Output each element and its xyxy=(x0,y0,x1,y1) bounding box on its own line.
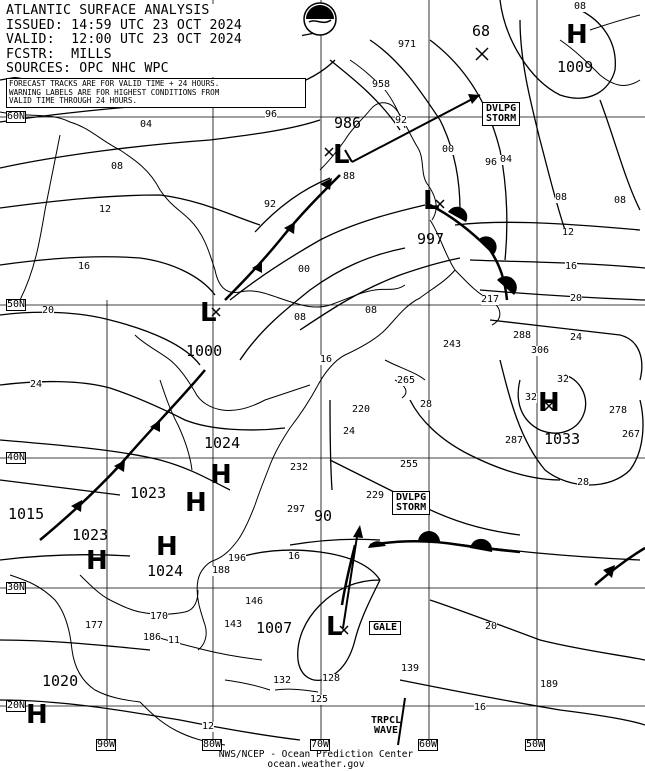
warning-label: DVLPG STORM xyxy=(482,102,520,126)
header-block xyxy=(6,4,302,77)
isobar-label: 08 xyxy=(555,192,568,203)
isobar-label: 16 xyxy=(78,261,91,272)
high-pressure: 1020 xyxy=(42,672,79,690)
station-value: 958 xyxy=(372,79,391,90)
lat-label: 60N xyxy=(7,111,26,122)
warning-label: GALE xyxy=(369,621,401,635)
lat-label: 20N xyxy=(7,700,26,711)
high-center: H xyxy=(156,532,178,562)
other-pressure: 1015 xyxy=(8,505,45,523)
low-center: L xyxy=(326,612,343,642)
high-center: H xyxy=(210,460,232,490)
station-value: 189 xyxy=(540,679,559,690)
station-value: 255 xyxy=(400,459,419,470)
high-pressure: 1023 xyxy=(130,484,167,502)
low-pressure: 997 xyxy=(417,230,445,248)
high-pressure: 1033 xyxy=(544,430,581,448)
station-value: 177 xyxy=(85,620,104,631)
low-center: L xyxy=(333,140,350,170)
low-center: L xyxy=(200,298,217,328)
station-value: 971 xyxy=(398,39,417,50)
lon-label: 70W xyxy=(311,739,330,750)
isobar-label: 08 xyxy=(294,312,307,323)
station-value: 265 xyxy=(397,375,416,386)
isobar-label: 32 xyxy=(557,374,570,385)
isobar-label: 16 xyxy=(288,551,301,562)
station-value: 11 xyxy=(168,635,181,646)
station-value: 229 xyxy=(366,490,385,501)
lat-label: 30N xyxy=(7,582,26,593)
high-pressure: 1024 xyxy=(147,562,184,580)
station-value: 267 xyxy=(622,429,641,440)
high-center: H xyxy=(26,700,48,730)
isobar-label: 96 xyxy=(265,109,278,120)
station-value: 92 xyxy=(395,115,408,126)
other-pressure: 90 xyxy=(314,507,333,525)
lon-label: 90W xyxy=(97,739,116,750)
high-center: H xyxy=(185,488,207,518)
high-pressure: 1009 xyxy=(557,58,594,76)
station-value: 146 xyxy=(245,596,264,607)
isobar-label: 24 xyxy=(30,379,43,390)
isobar-label: 20 xyxy=(485,621,498,632)
station-value: 32 xyxy=(525,392,538,403)
station-value: 132 xyxy=(273,675,292,686)
isobar-label: 24 xyxy=(343,426,356,437)
noaa-logo xyxy=(303,2,337,36)
station-value: 297 xyxy=(287,504,306,515)
isobar-label: 08 xyxy=(614,195,627,206)
isobar-label: 92 xyxy=(264,199,277,210)
station-value: 143 xyxy=(224,619,243,630)
isobar-label: 04 xyxy=(500,154,513,165)
isobar-label: 20 xyxy=(570,293,583,304)
high-center: H xyxy=(538,388,560,418)
high-center: H xyxy=(566,20,588,50)
station-value: 128 xyxy=(322,673,341,684)
forecast-note: FORECAST TRACKS ARE FOR VALID TIME + 24 HOURS. WARNING LABELS ARE FOR HIGHEST CONDITIONS FROM VALID TIME THROUGH 24 HOURS. xyxy=(6,78,306,108)
station-value: 287 xyxy=(505,435,524,446)
station-value: 243 xyxy=(443,339,462,350)
chart-title: ATLANTIC SURFACE ANALYSIS xyxy=(6,3,210,18)
lon-label: 60W xyxy=(419,739,438,750)
isobar-label: 00 xyxy=(442,144,455,155)
station-value: 12 xyxy=(202,721,215,732)
low-center: L xyxy=(423,186,440,216)
station-value: 170 xyxy=(150,611,169,622)
isobar-label: 16 xyxy=(474,702,487,713)
isobar-label: 12 xyxy=(562,227,575,238)
station-value: 88 xyxy=(343,171,356,182)
low-pressure: 1000 xyxy=(186,342,223,360)
isobar-label: 08 xyxy=(365,305,378,316)
credit xyxy=(186,750,446,770)
isobar-label: 16 xyxy=(320,354,333,365)
station-value: 306 xyxy=(531,345,550,356)
credit-url[interactable]: ocean.weather.gov xyxy=(267,759,365,770)
credit-line: NWS/NCEP - Ocean Prediction Center xyxy=(218,749,414,760)
lat-label: 50N xyxy=(7,299,26,310)
forecaster: FCSTR: MILLS xyxy=(6,46,112,62)
low-pressure: 1007 xyxy=(256,619,293,637)
lon-label: 80W xyxy=(203,739,222,750)
sources: SOURCES: OPC NHC WPC xyxy=(6,61,169,77)
lat-label: 40N xyxy=(7,452,26,463)
station-value: 08 xyxy=(574,1,587,12)
high-center: H xyxy=(86,546,108,576)
isobar-label: 28 xyxy=(420,399,433,410)
issued-time: ISSUED: 14:59 UTC 23 OCT 2024 xyxy=(6,17,243,33)
station-value: 139 xyxy=(401,663,420,674)
station-value: 186 xyxy=(143,632,162,643)
other-pressure: 68 xyxy=(472,22,491,40)
station-value: 220 xyxy=(352,404,371,415)
isobar-label: 04 xyxy=(140,119,153,130)
isobar-label: 16 xyxy=(565,261,578,272)
low-pressure: 986 xyxy=(334,114,362,132)
isobar-label: 20 xyxy=(42,305,55,316)
station-value: 125 xyxy=(310,694,329,705)
warning-label: DVLPG STORM xyxy=(392,491,430,515)
warning-label: TRPCL WAVE xyxy=(371,715,402,736)
isobar-label: 28 xyxy=(577,477,590,488)
lon-label: 50W xyxy=(526,739,545,750)
station-value: 217 xyxy=(481,294,500,305)
station-value: 188 xyxy=(212,565,231,576)
high-pressure: 1023 xyxy=(72,526,109,544)
high-pressure: 1024 xyxy=(204,434,241,452)
isobar-label: 96 xyxy=(485,157,498,168)
isobar-label: 24 xyxy=(570,332,583,343)
station-value: 196 xyxy=(228,553,247,564)
station-value: 278 xyxy=(609,405,628,416)
isobar-label: 08 xyxy=(111,161,124,172)
station-value: 232 xyxy=(290,462,309,473)
valid-time: VALID: 12:00 UTC 23 OCT 2024 xyxy=(6,32,243,48)
isobar-label: 12 xyxy=(99,204,112,215)
station-value: 288 xyxy=(513,330,532,341)
isobar-label: 00 xyxy=(298,264,311,275)
